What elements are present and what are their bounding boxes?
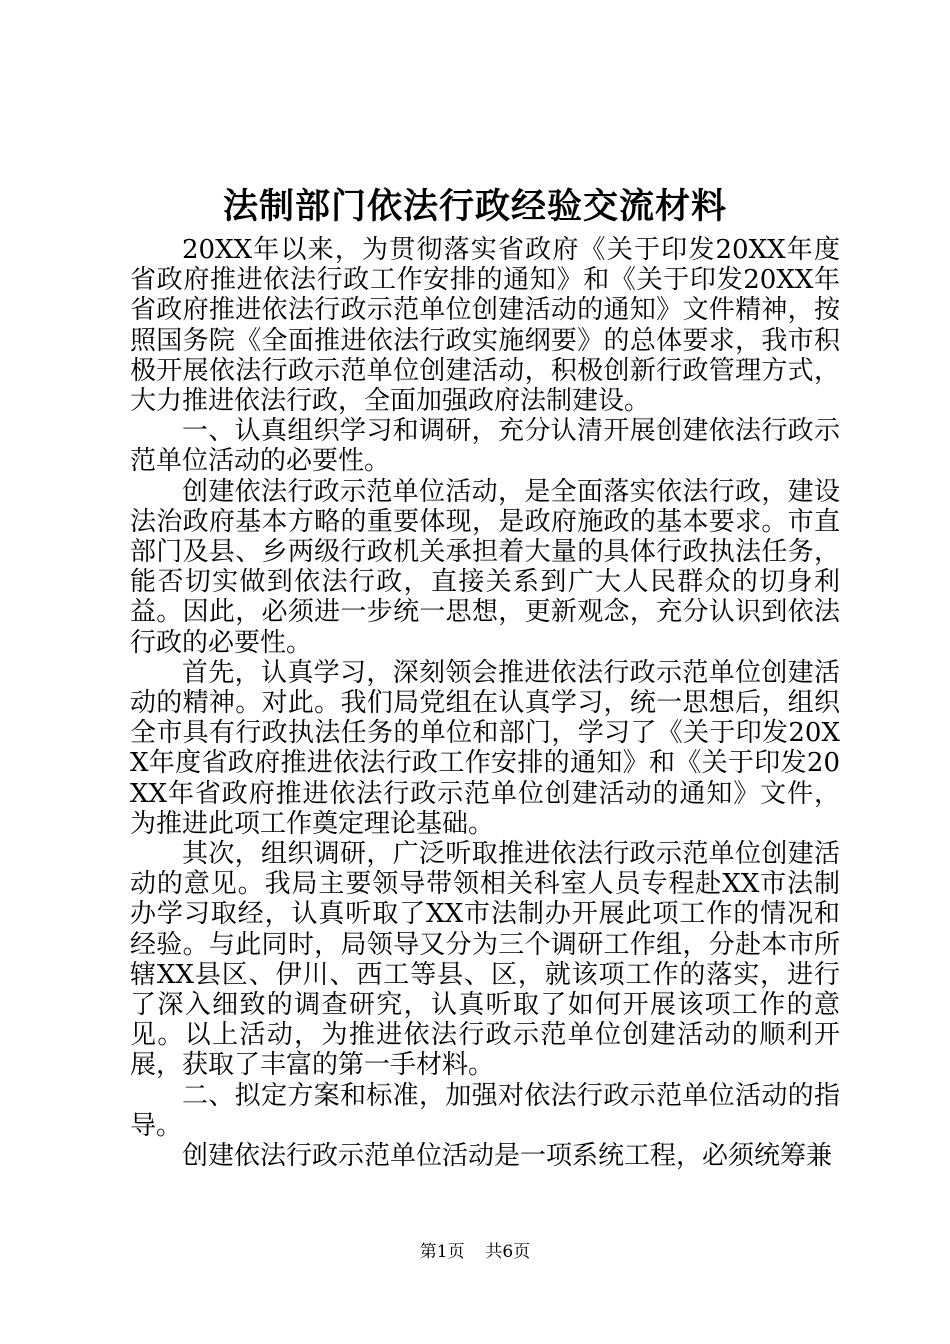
page-number: 第1页 <box>419 1242 465 1262</box>
paragraph-intro: 20XX年以来，为贯彻落实省政府《关于印发20XX年度省政府推进依法行政工作安排的通知》和《关于印发20XX年省政府推进依法行政示范单位创建活动的通知》文件精神，按照国务院《全面推进依法行政实施纲要》的总体要求，我市积极开展依法行政示范单位创建活动，积极创新行政管理方式，大力推进依法行政，全面加强政府法制建设。 <box>130 235 840 417</box>
document-body <box>130 235 840 1171</box>
paragraph-first-study: 首先，认真学习，深刻领会推进依法行政示范单位创建活动的精神。对此。我们局党组在认真学习，统一思想后，组织全市具有行政执法任务的单位和部门，学习了《关于印发20XX年度省政府推进依法行政工作安排的通知》和《关于印发20XX年省政府推进依法行政示范单位创建活动的通知》文件，为推进此项工作奠定理论基础。 <box>130 657 840 839</box>
paragraph-necessity: 创建依法行政示范单位活动，是全面落实依法行政，建设法治政府基本方略的重要体现，是政府施政的基本要求。市直部门及县、乡两级行政机关承担着大量的具体行政执法任务，能否切实做到依法行政，直接关系到广大人民群众的切身利益。因此，必须进一步统一思想，更新观念，充分认识到依法行政的必要性。 <box>130 476 840 658</box>
document-title: 法制部门依法行政经验交流材料 <box>222 186 727 227</box>
paragraph-section-2-heading: 二、拟定方案和标准，加强对依法行政示范单位活动的指导。 <box>130 1080 840 1141</box>
page-total: 共6页 <box>485 1242 531 1262</box>
paragraph-second-research: 其次，组织调研，广泛听取推进依法行政示范单位创建活动的意见。我局主要领导带领相关科室人员专程赴XX市法制办学习取经，认真听取了XX市法制办开展此项工作的情况和经验。与此同时，局领导又分为三个调研工作组，分赴本市所辖XX县区、伊川、西工等县、区，就该项工作的落实，进行了深入细致的调查研究，认真听取了如何开展该项工作的意见。以上活动，为推进依法行政示范单位创建活动的顺利开展，获取了丰富的第一手材料。 <box>130 839 840 1081</box>
paragraph-section-1-heading: 一、认真组织学习和调研，充分认清开展创建依法行政示范单位活动的必要性。 <box>130 416 840 477</box>
paragraph-system-project: 创建依法行政示范单位活动是一项系统工程，必须统筹兼 <box>182 1141 833 1172</box>
page-footer <box>0 1240 950 1264</box>
